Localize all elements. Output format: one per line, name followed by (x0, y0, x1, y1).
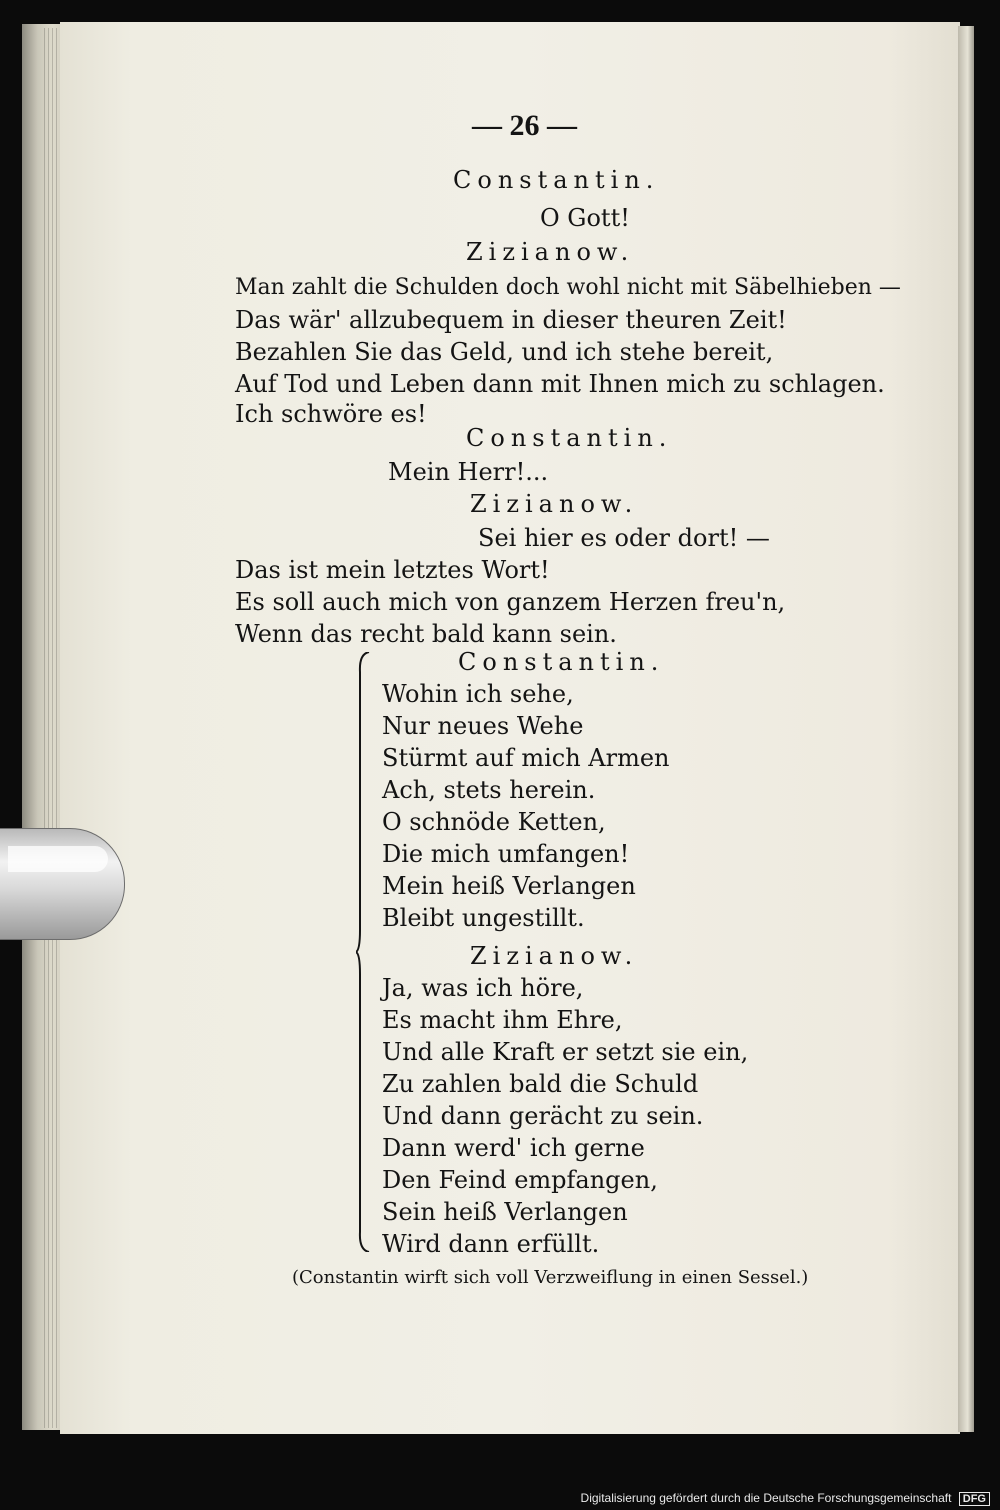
dialogue-line: Mein Herr!... (388, 458, 549, 486)
verse-line: Es soll auch mich von ganzem Herzen freu'n, (235, 588, 786, 616)
verse-line: Ja, was ich höre, (382, 974, 584, 1002)
stage-direction: (Constantin wirft sich voll Verzweiflung in einen Sessel.) (292, 1267, 809, 1288)
verse-line: Wohin ich sehe, (382, 680, 574, 708)
speaker-heading: Zizianow. (470, 490, 639, 518)
verse-line: Nur neues Wehe (382, 712, 584, 740)
verse-line: Es macht ihm Ehre, (382, 1006, 623, 1034)
verse-line: Sein heiß Verlangen (382, 1198, 628, 1226)
verse-line: Den Feind empfangen, (382, 1166, 658, 1194)
verse-line: Ich schwöre es! (235, 400, 427, 428)
verse-line: Dann werd' ich gerne (382, 1134, 645, 1162)
verse-line: Wird dann erfüllt. (382, 1230, 600, 1258)
digitization-footer (581, 1491, 990, 1506)
verse-line: Ach, stets herein. (382, 776, 596, 804)
verse-line: Und alle Kraft er setzt sie ein, (382, 1038, 749, 1066)
page-number: — 26 — (472, 109, 577, 142)
verse-line: Stürmt auf mich Armen (382, 744, 670, 772)
verse-line: O schnöde Ketten, (382, 808, 606, 836)
page-clip (0, 828, 125, 940)
page-clip-highlight (8, 846, 108, 872)
speaker-heading: Constantin. (453, 166, 660, 194)
verse-line: Bleibt ungestillt. (382, 904, 585, 932)
verse-line: Das ist mein letztes Wort! (235, 556, 550, 584)
speaker-heading: Constantin. (458, 648, 665, 676)
facing-page-edge (958, 26, 974, 1432)
speaker-heading: Constantin. (466, 424, 673, 452)
verse-line: Auf Tod und Leben dann mit Ihnen mich zu schlagen. (235, 370, 885, 398)
dialogue-line: Sei hier es oder dort! — (478, 524, 770, 552)
verse-line: Die mich umfangen! (382, 840, 630, 868)
footer-text: Digitalisierung gefördert durch die Deutsche Forschungsgemeinschaft (580, 1491, 952, 1505)
verse-line: Zu zahlen bald die Schuld (382, 1070, 699, 1098)
verse-line: Man zahlt die Schulden doch wohl nicht mit Säbelhieben — (235, 275, 901, 300)
dialogue-line: O Gott! (540, 204, 630, 232)
verse-line: Mein heiß Verlangen (382, 872, 636, 900)
duet-brace (356, 652, 370, 1252)
dfg-logo: DFG (959, 1492, 990, 1506)
speaker-heading: Zizianow. (470, 942, 639, 970)
verse-line: Das wär' allzubequem in dieser theuren Zeit! (235, 306, 787, 334)
verse-line: Bezahlen Sie das Geld, und ich stehe bereit, (235, 338, 774, 366)
verse-line: Und dann gerächt zu sein. (382, 1102, 704, 1130)
verse-line: Wenn das recht bald kann sein. (235, 620, 617, 648)
speaker-heading: Zizianow. (466, 238, 635, 266)
